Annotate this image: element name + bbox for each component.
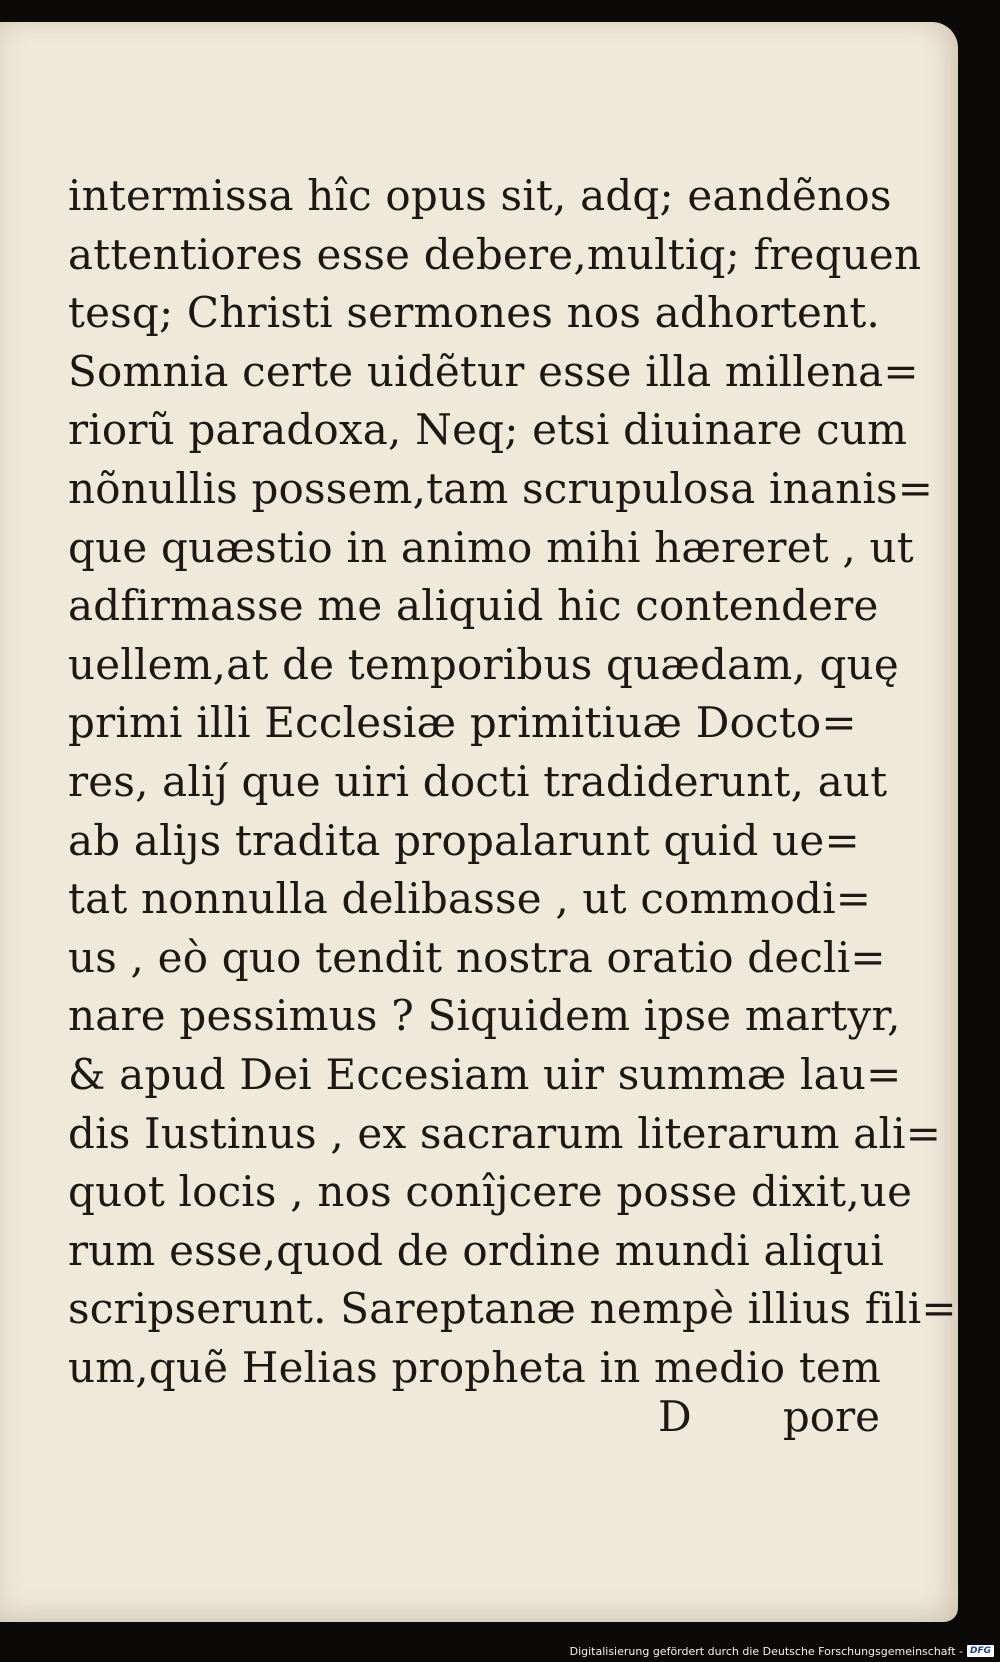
page-text [68, 167, 957, 1397]
text-line: que quæstio in animo mihi hæreret , ut [68, 522, 914, 572]
digitization-credit: Digitalisierung gefördert durch die Deutsche Forschungsgemeinschaft - [569, 1644, 963, 1658]
text-line: primi illi Ecclesiæ primitiuæ Docto= [68, 698, 857, 748]
text-line: attentiores esse debere,multiq; frequen [68, 229, 922, 279]
text-line: adfirmasse me aliquid hic contendere [68, 581, 879, 631]
text-line: tat nonnulla delibasse , ut commodi= [68, 874, 872, 924]
text-line: nare pessimus ? Siquidem ipse martyr, [68, 991, 901, 1041]
dfg-logo: DFG [967, 1645, 994, 1657]
text-line: uellem,at de temporibus quædam, quę [68, 639, 899, 689]
text-line: riorũ paradoxa, Neq; etsi diuinare cum [68, 405, 908, 455]
text-line: um,quẽ Helias propheta in medio tem [68, 1342, 881, 1392]
text-line: scripserunt. Sareptanæ nempè illius fili= [68, 1284, 957, 1334]
text-line: rum esse,quod de ordine mundi aliqui [68, 1225, 885, 1275]
digitization-credit-bar [570, 1640, 1000, 1662]
text-line: & apud Dei Eccesiam uir summæ lau= [68, 1049, 902, 1099]
catchword: pore [782, 1392, 880, 1441]
text-line: us , eò quo tendit nostra oratio decli= [68, 932, 886, 982]
text-line: tesq; Christi sermones nos adhortent. [68, 288, 880, 338]
text-line: intermissa hîc opus sit, adq; eandẽnos [68, 171, 892, 220]
text-line: Somnia certe uidẽtur esse illa millena= [68, 346, 919, 396]
page-foot [68, 1392, 880, 1452]
text-line: ab aliȷs tradita propalarunt quid ue= [68, 815, 860, 865]
text-line: res, aliȷ́ que uiri docti tradiderunt, aut [68, 756, 888, 806]
text-line: dis Iustinus , ex sacrarum literarum ali= [68, 1108, 942, 1158]
text-line: nõnullis possem,tam scrupulosa inanis= [68, 463, 934, 513]
signature-mark: D [658, 1392, 692, 1441]
text-line: quot locis , nos conîjcere posse dixit,ue [68, 1167, 913, 1217]
book-page [0, 22, 958, 1622]
